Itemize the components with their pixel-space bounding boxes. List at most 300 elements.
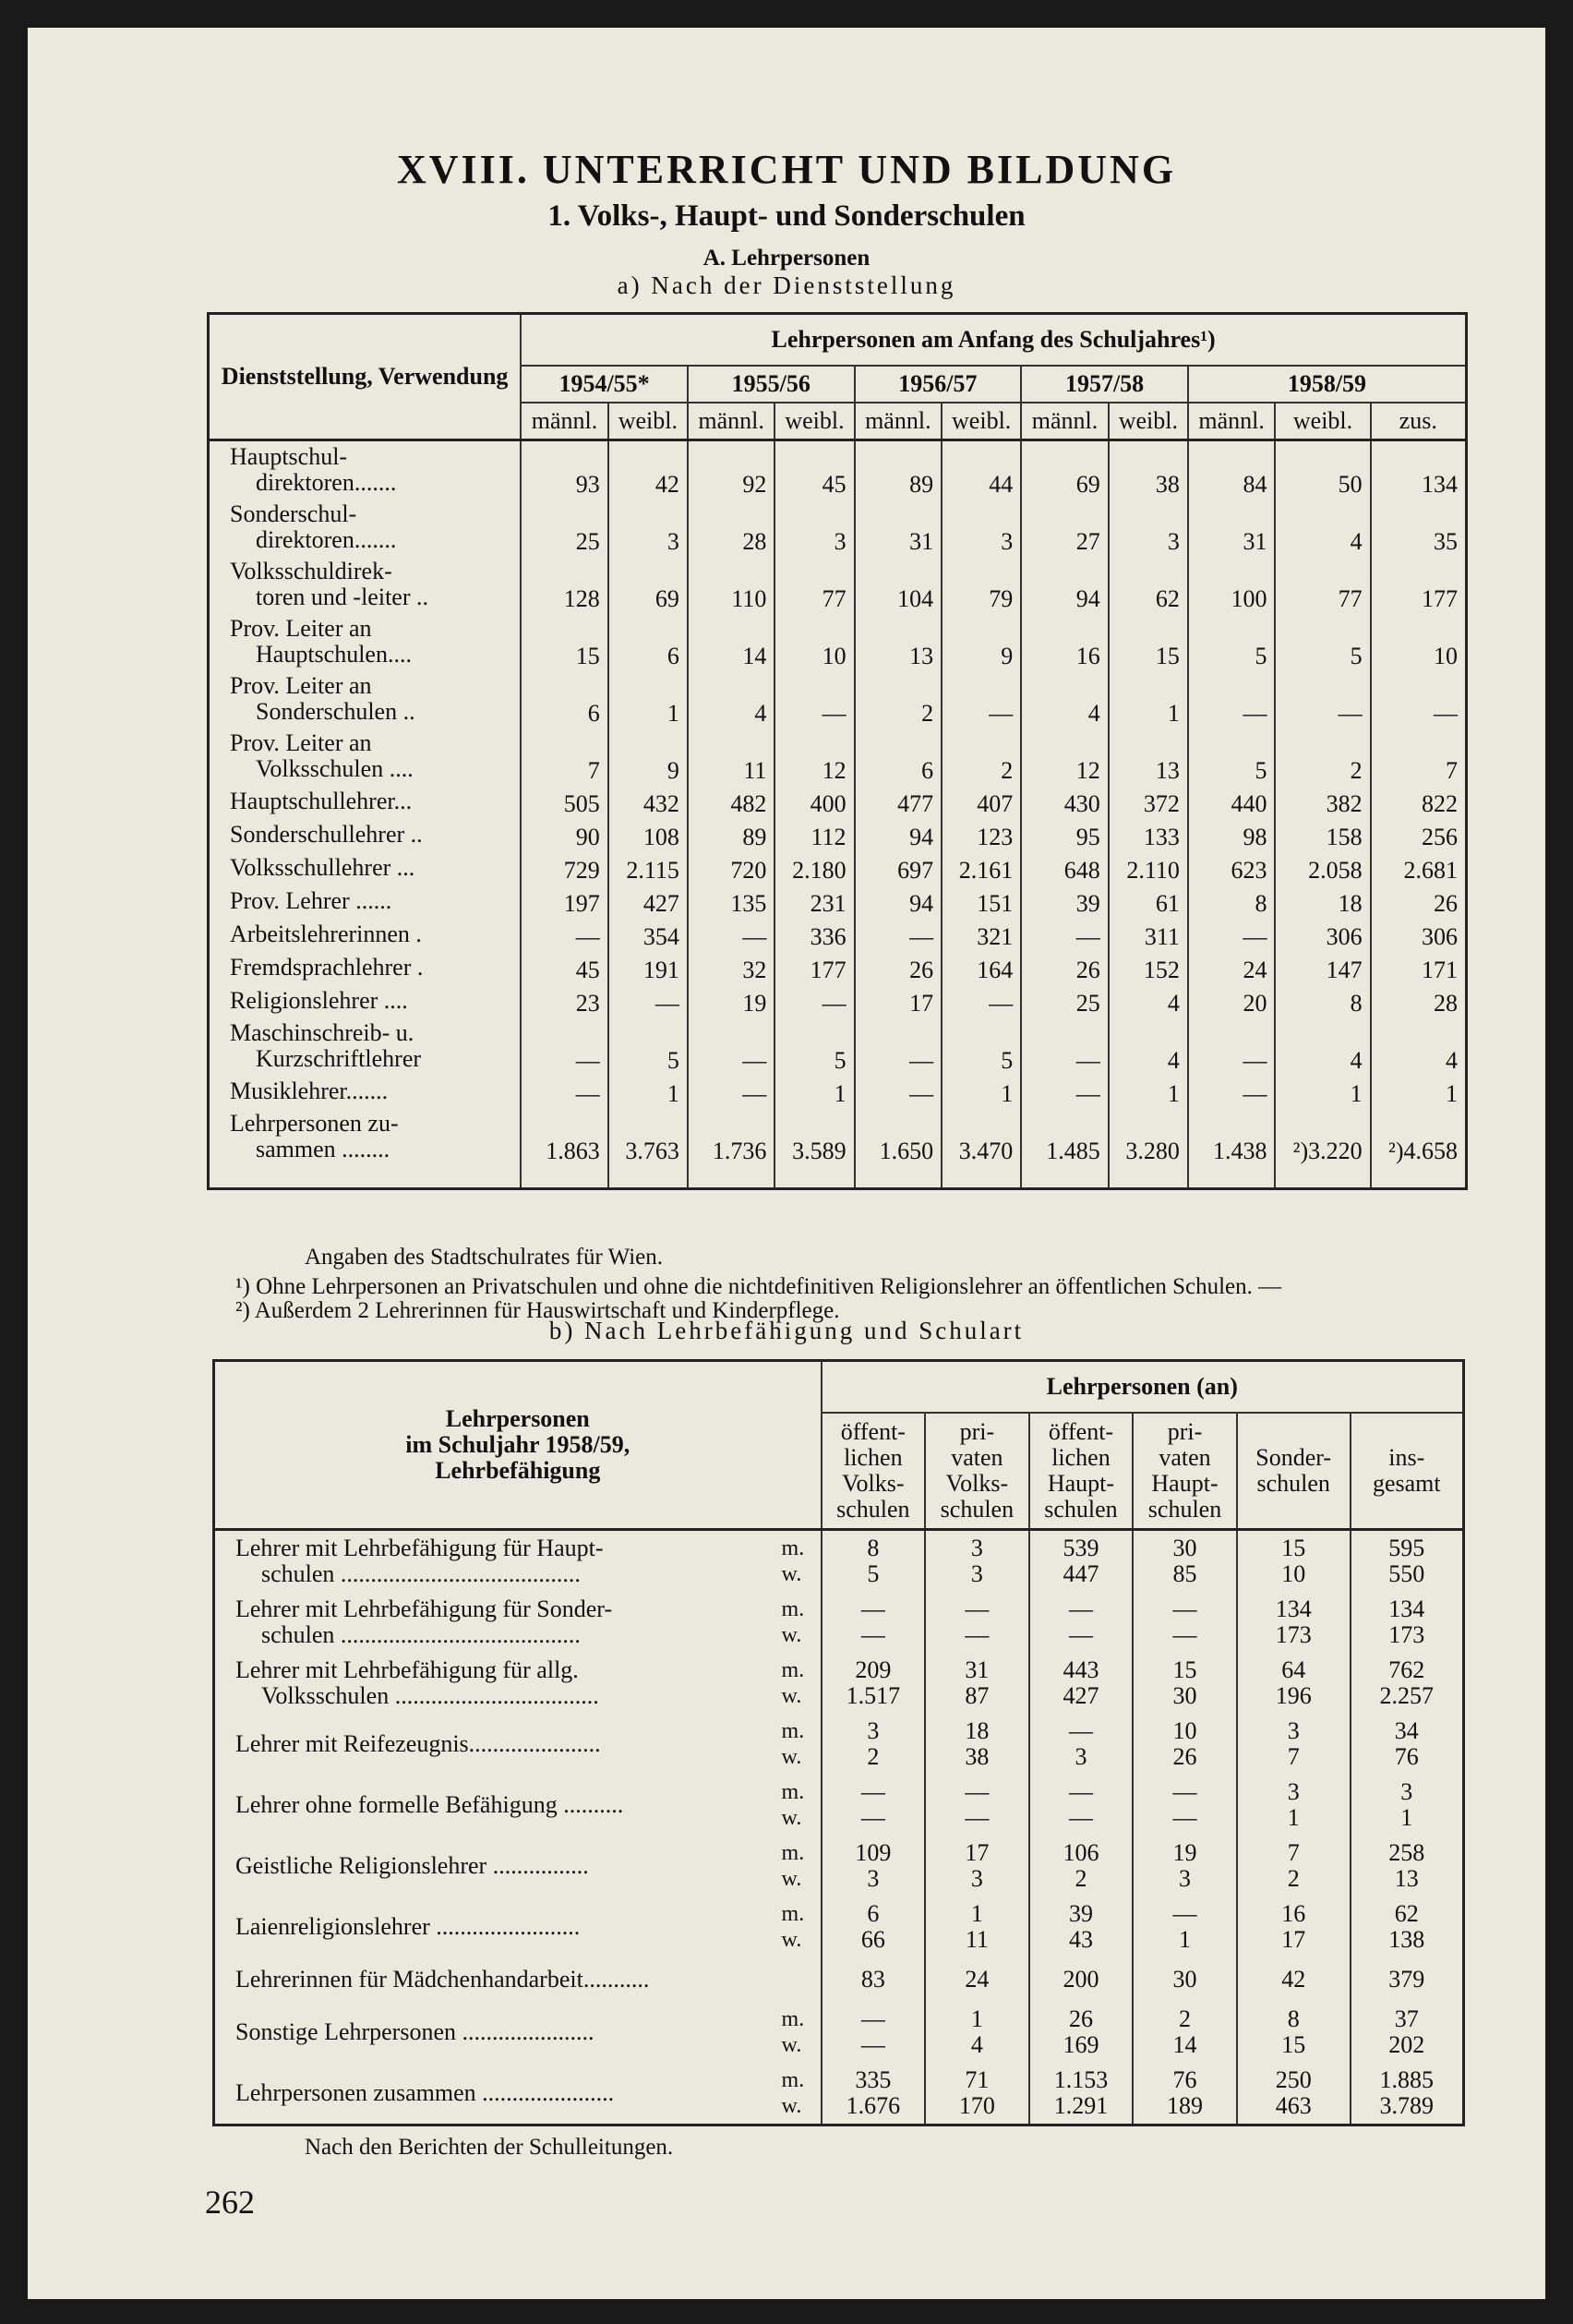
table-cell	[822, 2063, 926, 2125]
cell-value-w: —	[1172, 1621, 1197, 1648]
column-header-line: schulen	[836, 1496, 910, 1523]
cell-value-m: 30	[1172, 1535, 1197, 1561]
gender-w: w.	[781, 1623, 802, 1647]
row-label-line: schulen ........................................	[261, 1560, 581, 1587]
table-cell: 13	[1109, 728, 1188, 785]
table-cell: 39	[1021, 885, 1109, 918]
cell-value-w: 38	[965, 1743, 990, 1770]
table-cell: 372	[1109, 785, 1188, 818]
cell-value-m: 209	[855, 1656, 892, 1683]
table-cell: 2	[942, 728, 1021, 785]
row-label	[214, 2063, 781, 2125]
cell-value-w: 3	[867, 1865, 880, 1892]
table-row	[209, 440, 1467, 500]
row-label-line: Volksschuldirek-	[230, 558, 392, 584]
cell-value-w: 1.291	[1053, 2092, 1109, 2119]
cell-value-w: —	[860, 2031, 885, 2058]
table-cell: 729	[521, 851, 608, 885]
table-cell	[1029, 2002, 1134, 2063]
cell-value-w: 1	[1179, 1926, 1192, 1953]
table-cell: 13	[855, 613, 943, 670]
gender-m: m.	[781, 1536, 805, 1560]
table-cell	[925, 2002, 1029, 2063]
row-label-line: Prov. Leiter an	[230, 729, 372, 756]
gender-m: m.	[781, 1719, 805, 1743]
gender-marker	[781, 1592, 822, 1653]
row-label	[209, 785, 522, 818]
table-cell: 1	[774, 1075, 854, 1108]
cell-value-w: 463	[1275, 2092, 1312, 2119]
row-label	[209, 918, 522, 951]
cell-value-w: 17	[1281, 1926, 1306, 1953]
row-label	[209, 440, 522, 500]
cell-value-m: 31	[965, 1656, 990, 1683]
table-cell: 25	[1021, 984, 1109, 1018]
page-number: 262	[205, 2184, 255, 2221]
table-cell: 2.110	[1109, 851, 1188, 885]
table-cell: 306	[1275, 918, 1370, 951]
column-header-line: schulen	[1256, 1470, 1330, 1497]
cell-value-w: 43	[1068, 1926, 1093, 1953]
row-label	[209, 728, 522, 785]
table-cell: 3	[1109, 499, 1188, 556]
column-header-line: Volks-	[945, 1470, 1009, 1497]
cell-value-m: 3	[970, 1535, 983, 1561]
year-header: 1957/58	[1021, 366, 1188, 403]
table-cell	[1133, 1836, 1237, 1897]
cell-value-m: 7	[1287, 1839, 1300, 1866]
table-cell: 4	[1275, 1018, 1370, 1075]
cell-value-w: 138	[1388, 1926, 1425, 1953]
table-cell: 1.650	[855, 1108, 943, 1189]
table-cell: 1	[942, 1075, 1021, 1108]
cell-value-m: 18	[965, 1717, 990, 1744]
cell-value-w: 202	[1388, 2031, 1425, 2058]
stub-header-line: im Schuljahr 1958/59,	[405, 1431, 630, 1458]
cell-value: 83	[860, 1966, 885, 1993]
cell-value-w: 1.517	[846, 1682, 901, 1709]
table-cell: 20	[1188, 984, 1276, 1018]
row-label-line: Arbeitslehrerinnen .	[230, 921, 422, 947]
table-cell	[822, 1592, 926, 1653]
table-cell: 110	[688, 556, 775, 613]
table-cell	[1237, 1714, 1351, 1775]
cell-value-m: 8	[1287, 2005, 1300, 2032]
table-cell	[925, 1592, 1029, 1653]
cell-value-w: 2	[1287, 1865, 1300, 1892]
row-label	[209, 984, 522, 1018]
table-cell: 4	[1275, 499, 1370, 556]
table-cell: —	[521, 1075, 608, 1108]
table-cell	[1351, 1836, 1464, 1897]
table-row	[209, 984, 1467, 1018]
cell-value-w: 76	[1394, 1743, 1419, 1770]
row-label-line: Volksschulen ....	[256, 755, 414, 782]
table-row	[209, 1108, 1467, 1189]
sub-header-m: männl.	[1188, 403, 1276, 440]
cell-value-m: 134	[1275, 1595, 1312, 1622]
cell-value-w: 5	[867, 1560, 880, 1587]
table-cell: 98	[1188, 818, 1276, 851]
row-label-line: Religionslehrer ....	[230, 987, 408, 1014]
table-cell: 84	[1188, 440, 1276, 500]
table-cell	[1133, 1775, 1237, 1836]
table-cell	[1133, 1897, 1237, 1957]
table-row	[209, 613, 1467, 670]
column-header-line: öffent-	[840, 1418, 906, 1445]
table-cell: 1	[1109, 670, 1188, 728]
table-cell: 177	[1371, 556, 1467, 613]
table-cell: 4	[1021, 670, 1109, 728]
table-cell: 1	[608, 1075, 688, 1108]
table-cell	[1029, 1957, 1134, 2002]
row-label-line: direktoren.......	[256, 469, 397, 496]
cell-value-w: 173	[1388, 1621, 1425, 1648]
table-row	[209, 851, 1467, 885]
cell-value-w: 447	[1063, 1560, 1099, 1587]
table-cell: 1	[1371, 1075, 1467, 1108]
table-cell: —	[1021, 1075, 1109, 1108]
cell-value-m: 62	[1394, 1900, 1419, 1927]
table-cell: 623	[1188, 851, 1276, 885]
table-cell: 10	[1371, 613, 1467, 670]
cell-value-w: —	[1068, 1621, 1093, 1648]
cell-value-m: 258	[1388, 1839, 1425, 1866]
table-row	[214, 1714, 1464, 1775]
table-cell	[1237, 1775, 1351, 1836]
cell-value-w: 3	[1075, 1743, 1087, 1770]
cell-value-w: 30	[1172, 1682, 1197, 1709]
table-cell	[925, 1897, 1029, 1957]
cell-value-w: 15	[1281, 2031, 1306, 2058]
row-label	[214, 1714, 781, 1775]
table-cell: 6	[855, 728, 943, 785]
cell-value-m: 443	[1063, 1656, 1099, 1683]
row-label-line: Hauptschul-	[230, 443, 348, 470]
table-b-group-header: Lehrpersonen (an)	[822, 1361, 1464, 1414]
cell-value-m: —	[1172, 1595, 1197, 1622]
table-cell: 123	[942, 818, 1021, 851]
table-cell: 6	[521, 670, 608, 728]
table-cell: 147	[1275, 951, 1370, 984]
table-cell: 151	[942, 885, 1021, 918]
table-cell: 648	[1021, 851, 1109, 885]
column-header	[1351, 1413, 1464, 1530]
cell-value-w: 87	[965, 1682, 990, 1709]
table-cell: 164	[942, 951, 1021, 984]
cell-value-w: 13	[1394, 1865, 1419, 1892]
column-header-line: vaten	[951, 1444, 1003, 1471]
table-cell	[1351, 1775, 1464, 1836]
cell-value-w: —	[860, 1621, 885, 1648]
table-cell: 23	[521, 984, 608, 1018]
table-cell: 4	[1371, 1018, 1467, 1075]
table-cell	[822, 1775, 926, 1836]
column-header	[1133, 1413, 1237, 1530]
row-label-line: Lehrer mit Lehrbefähigung für Sonder-	[235, 1595, 613, 1622]
table-cell	[1133, 2063, 1237, 2125]
table-cell	[1133, 1714, 1237, 1775]
cell-value-m: 16	[1281, 1900, 1306, 1927]
table-cell: —	[1188, 1075, 1276, 1108]
cell-value-m: 15	[1172, 1656, 1197, 1683]
table-cell	[925, 1836, 1029, 1897]
table-cell: 2.180	[774, 851, 854, 885]
column-header	[1029, 1413, 1134, 1530]
table-a-stub-header: Dienststellung, Verwendung	[209, 314, 522, 440]
table-cell: 3.280	[1109, 1108, 1188, 1189]
table-cell: 158	[1275, 818, 1370, 851]
cell-value-m: —	[965, 1778, 990, 1805]
row-label-line: schulen ........................................	[261, 1621, 581, 1648]
row-label-line: direktoren.......	[256, 526, 397, 553]
row-label-line: Laienreligionslehrer ........................	[235, 1913, 581, 1940]
table-cell: 45	[774, 440, 854, 500]
table-cell: 61	[1109, 885, 1188, 918]
sub-header-w: weibl.	[774, 403, 854, 440]
stub-header-line: Lehrpersonen	[445, 1405, 590, 1432]
table-cell: 69	[608, 556, 688, 613]
gender-w: w.	[781, 2094, 802, 2118]
table-cell: 100	[1188, 556, 1276, 613]
table-cell: 400	[774, 785, 854, 818]
cell-value-w: 4	[970, 2031, 983, 2058]
row-label	[209, 499, 522, 556]
table-cell	[1133, 1530, 1237, 1593]
row-label-line: Kurzschriftlehrer	[256, 1045, 422, 1072]
table-row	[209, 1075, 1467, 1108]
table-cell: 2	[1275, 728, 1370, 785]
table-cell: 77	[1275, 556, 1370, 613]
gender-w: w.	[781, 1928, 802, 1952]
cell-value-w: 3	[1179, 1865, 1192, 1892]
row-label	[209, 556, 522, 613]
gender-marker	[781, 1530, 822, 1593]
row-label	[214, 1592, 781, 1653]
table-cell: 3.470	[942, 1108, 1021, 1189]
table-cell: 44	[942, 440, 1021, 500]
cell-value-w: 2	[867, 1743, 880, 1770]
table-cell: 336	[774, 918, 854, 951]
sub-header-w: weibl.	[1109, 403, 1188, 440]
table-cell: 5	[608, 1018, 688, 1075]
row-label-line: Lehrpersonen zu-	[230, 1110, 399, 1137]
cell-value-m: 10	[1172, 1717, 1197, 1744]
table-cell: 1.863	[521, 1108, 608, 1189]
cell-value: 200	[1063, 1966, 1099, 1993]
cell-value-m: 109	[855, 1839, 892, 1866]
table-cell: 382	[1275, 785, 1370, 818]
table-row	[209, 556, 1467, 613]
table-cell	[822, 1957, 926, 2002]
cell-value-w: 3	[970, 1560, 983, 1587]
table-cell: 2.681	[1371, 851, 1467, 885]
table-row	[209, 670, 1467, 728]
table-cell: 4	[1109, 1018, 1188, 1075]
cell-value-m: 37	[1394, 2005, 1419, 2032]
table-cell: 26	[855, 951, 943, 984]
cell-value-m: 3	[1287, 1778, 1300, 1805]
column-header-line: Volks-	[842, 1470, 905, 1497]
table-cell: 407	[942, 785, 1021, 818]
column-header-line: lichen	[844, 1444, 903, 1471]
sub-header-w: weibl.	[608, 403, 688, 440]
row-label	[209, 613, 522, 670]
table-cell: 2.058	[1275, 851, 1370, 885]
table-cell: 15	[521, 613, 608, 670]
table-cell	[1237, 1592, 1351, 1653]
footnote-2: ²) Außerdem 2 Lehrerinnen für Hauswirtschaft und Kinderpflege.	[235, 1298, 840, 1323]
table-cell: —	[774, 670, 854, 728]
subsection-title: A. Lehrpersonen	[702, 246, 871, 271]
row-label-line: Sonderschullehrer ..	[230, 821, 423, 848]
column-header-line: Sonder-	[1255, 1444, 1332, 1471]
table-cell: 9	[608, 728, 688, 785]
row-label-line: Lehrer mit Lehrbefähigung für Haupt-	[235, 1535, 604, 1561]
table-cell	[1351, 1957, 1464, 2002]
column-header-line: pri-	[1167, 1418, 1203, 1445]
table-row	[209, 728, 1467, 785]
table-cell	[1029, 1530, 1134, 1593]
row-label-line: sammen ........	[256, 1136, 390, 1162]
cell-value-w: 26	[1172, 1743, 1197, 1770]
cell-value-m: 76	[1172, 2066, 1197, 2093]
column-header	[1237, 1413, 1351, 1530]
table-cell	[1029, 2063, 1134, 2125]
gender-w: w.	[781, 1562, 802, 1586]
table-cell: 128	[521, 556, 608, 613]
table-cell	[1133, 1592, 1237, 1653]
cell-value-m: —	[1068, 1778, 1093, 1805]
cell-value-w: 10	[1281, 1560, 1306, 1587]
table-cell	[822, 1836, 926, 1897]
table-cell: 10	[774, 613, 854, 670]
table-cell: 822	[1371, 785, 1467, 818]
cell-value-w: 170	[958, 2092, 995, 2119]
cell-value-w: 550	[1388, 1560, 1425, 1587]
table-row	[209, 885, 1467, 918]
column-header-line: schulen	[1044, 1496, 1118, 1523]
table-cell: —	[521, 1018, 608, 1075]
cell-value-m: —	[1068, 1717, 1093, 1744]
sub-header-w: weibl.	[942, 403, 1021, 440]
row-label-line: Prov. Leiter an	[230, 615, 372, 642]
table-cell	[822, 1530, 926, 1593]
cell-value-m: 595	[1388, 1535, 1425, 1561]
cell-value-m: 26	[1068, 2005, 1093, 2032]
gender-m: m.	[781, 1841, 805, 1865]
table-cell	[1237, 1653, 1351, 1714]
cell-value-m: 19	[1172, 1839, 1197, 1866]
cell-value-w: 3	[970, 1865, 983, 1892]
table-row	[214, 1957, 1464, 2002]
row-label	[214, 1653, 781, 1714]
table-cell	[1029, 1775, 1134, 1836]
table-cell: 15	[1109, 613, 1188, 670]
table-cell: 2.115	[608, 851, 688, 885]
table-cell: 1	[608, 670, 688, 728]
table-cell: 94	[1021, 556, 1109, 613]
row-label	[214, 1530, 781, 1593]
sub-header-m: männl.	[1021, 403, 1109, 440]
row-label-line: Sonderschul-	[230, 500, 357, 527]
table-row	[209, 1018, 1467, 1075]
gender-m: m.	[781, 1597, 805, 1621]
table-cell: 17	[855, 984, 943, 1018]
table-cell: 505	[521, 785, 608, 818]
table-row	[214, 2002, 1464, 2063]
row-label	[214, 1897, 781, 1957]
table-cell: ²)3.220	[1275, 1108, 1370, 1189]
table-cell: 94	[855, 818, 943, 851]
table-cell	[925, 2063, 1029, 2125]
gender-w: w.	[781, 2033, 802, 2057]
row-label-line: Lehrer ohne formelle Befähigung ..........	[235, 1791, 624, 1818]
table-cell	[1237, 1836, 1351, 1897]
gender-marker	[781, 1714, 822, 1775]
table-cell: 5	[1188, 613, 1276, 670]
cell-value-w: 427	[1063, 1682, 1099, 1709]
table-cell: 45	[521, 951, 608, 984]
table-cell	[822, 1653, 926, 1714]
table-cell	[1351, 1897, 1464, 1957]
table-a-title: a) Nach der Dienststellung	[617, 271, 956, 299]
table-cell: 8	[1188, 885, 1276, 918]
row-label-line: Lehrer mit Reifezeugnis......................	[235, 1730, 601, 1757]
table-cell: —	[855, 918, 943, 951]
row-label-line: Hauptschulen....	[256, 641, 412, 668]
table-cell: 42	[608, 440, 688, 500]
table-cell: —	[1371, 670, 1467, 728]
column-header	[822, 1413, 926, 1530]
table-cell: 19	[688, 984, 775, 1018]
cell-value: 30	[1172, 1966, 1197, 1993]
table-cell: 79	[942, 556, 1021, 613]
gender-m: m.	[781, 1902, 805, 1926]
table-a-group-header: Lehrpersonen am Anfang des Schuljahres¹)	[521, 314, 1466, 367]
row-label-line: Lehrpersonen zusammen ......................	[235, 2079, 615, 2106]
table-cell: 3	[942, 499, 1021, 556]
row-label-line: Fremdsprachlehrer .	[230, 954, 424, 981]
gender-marker	[781, 1775, 822, 1836]
table-cell: 62	[1109, 556, 1188, 613]
row-label-line: Maschinschreib- u.	[230, 1019, 414, 1046]
year-header: 1958/59	[1188, 366, 1467, 403]
table-cell: 440	[1188, 785, 1276, 818]
table-cell: 35	[1371, 499, 1467, 556]
table-cell	[1133, 2002, 1237, 2063]
table-cell: 152	[1109, 951, 1188, 984]
column-header-line: vaten	[1159, 1444, 1211, 1471]
cell-value-w: 173	[1275, 1621, 1312, 1648]
table-cell	[1029, 1653, 1134, 1714]
row-label	[209, 670, 522, 728]
table-cell: —	[855, 1018, 943, 1075]
cell-value-m: 106	[1063, 1839, 1099, 1866]
table-cell: 5	[774, 1018, 854, 1075]
row-label-line: Musiklehrer.......	[230, 1078, 389, 1104]
table-cell: 3.589	[774, 1108, 854, 1189]
cell-value-w: 189	[1167, 2092, 1204, 2119]
cell-value-m: 762	[1388, 1656, 1425, 1683]
table-cell	[1351, 1714, 1464, 1775]
table-cell: 92	[688, 440, 775, 500]
sub-header-m: männl.	[521, 403, 608, 440]
table-cell: 90	[521, 818, 608, 851]
table-cell: 427	[608, 885, 688, 918]
table-cell: 171	[1371, 951, 1467, 984]
column-header-line: lichen	[1051, 1444, 1111, 1471]
